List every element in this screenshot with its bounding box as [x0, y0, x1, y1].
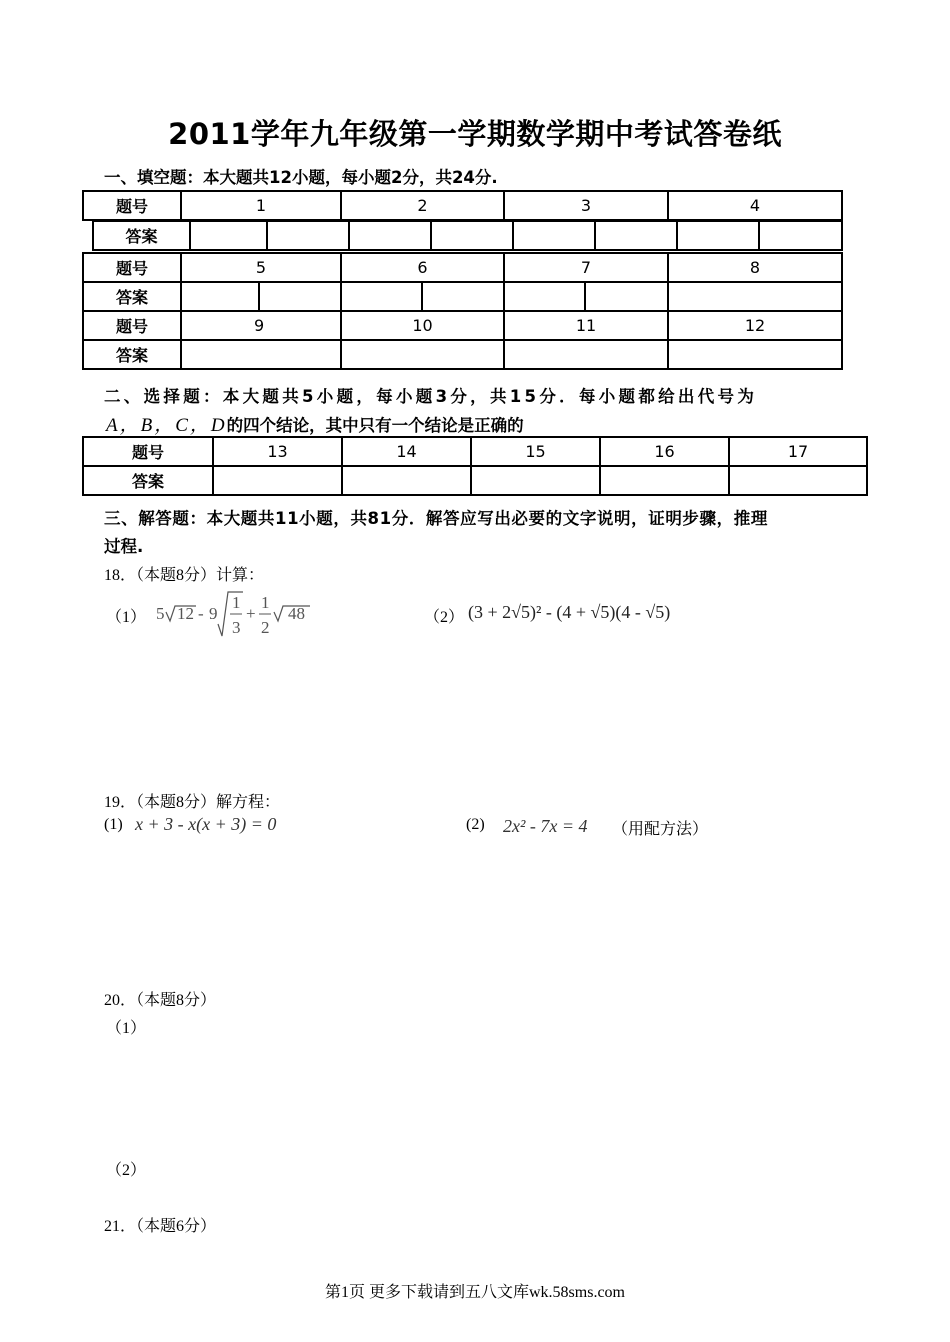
answer-cell[interactable]: [585, 282, 668, 311]
answer-cell[interactable]: [431, 221, 513, 250]
daan-label: 答案: [83, 282, 181, 311]
question-number: 12: [668, 311, 842, 340]
question-number: 16: [600, 437, 729, 466]
question-number: 7: [504, 253, 668, 282]
tihao-label: 题号: [83, 311, 181, 340]
q18-part1-expression: [152, 588, 322, 644]
answer-cell[interactable]: [342, 466, 471, 495]
section-1-heading: 一、填空题：本大题共12小题，每小题2分，共24分.: [104, 168, 498, 187]
q20-part2-label: （2）: [106, 1162, 147, 1179]
answer-cell[interactable]: [595, 221, 677, 250]
answer-cell[interactable]: [668, 340, 842, 369]
q19-part2-label: (2): [466, 816, 485, 833]
answer-cell[interactable]: [600, 466, 729, 495]
daan-label: 答案: [93, 221, 190, 250]
answer-cell[interactable]: [213, 466, 342, 495]
question-number: 17: [729, 437, 867, 466]
tihao-label: 题号: [83, 253, 181, 282]
svg-text:2: 2: [261, 618, 270, 637]
q19-part2-expression: 2x² - 7x = 4: [503, 816, 588, 836]
answer-cell[interactable]: [668, 282, 842, 311]
answer-cell[interactable]: [504, 340, 668, 369]
q19-part1-label: (1): [104, 816, 123, 833]
q21-title: 21．（本题6分）: [104, 1218, 217, 1235]
choice-table: [82, 436, 868, 496]
section-2-line2-text: 的四个结论，其中只有一个结论是正确的: [226, 416, 524, 435]
q18-part2-expression: (3 + 2√5)² - (4 + √5)(4 - √5): [468, 602, 671, 622]
answer-cell[interactable]: [341, 340, 504, 369]
tihao-label: 题号: [83, 437, 213, 466]
answer-cell[interactable]: [677, 221, 759, 250]
page-footer: 第1页 更多下载请到五八文库wk.58sms.com: [324, 1284, 625, 1301]
question-number: 2: [341, 191, 504, 220]
svg-text:-: -: [198, 604, 204, 623]
q18-part2-label: （2）: [424, 609, 465, 626]
page-title: 2011学年九年级第一学期数学期中考试答卷纸: [168, 117, 782, 151]
answer-cell[interactable]: [422, 282, 504, 311]
question-number: 9: [181, 311, 341, 340]
svg-text:9: 9: [209, 604, 218, 623]
question-number: 10: [341, 311, 504, 340]
section-3-heading-line2: 过程.: [104, 537, 144, 556]
svg-text:12: 12: [177, 604, 194, 623]
question-number: 8: [668, 253, 842, 282]
q18-part1-label: （1）: [106, 609, 147, 626]
question-number: 3: [504, 191, 668, 220]
svg-text:5: 5: [156, 604, 165, 623]
fill-table-header-1: [82, 190, 843, 221]
svg-text:+: +: [246, 604, 256, 623]
svg-text:1: 1: [261, 593, 270, 612]
question-number: 13: [213, 437, 342, 466]
answer-cell[interactable]: [259, 282, 341, 311]
svg-text:1: 1: [232, 593, 241, 612]
choice-letters: A，B，C，D: [106, 415, 227, 436]
answer-cell[interactable]: [729, 466, 867, 495]
q20-part1-label: （1）: [106, 1020, 147, 1037]
q19-part2-note: （用配方法）: [612, 821, 709, 838]
question-number: 1: [181, 191, 341, 220]
answer-cell[interactable]: [190, 221, 267, 250]
q19-part1-expression: x + 3 - x(x + 3) = 0: [135, 814, 277, 834]
question-number: 15: [471, 437, 600, 466]
question-number: 5: [181, 253, 341, 282]
svg-text:3: 3: [232, 618, 241, 637]
question-number: 14: [342, 437, 471, 466]
answer-cell[interactable]: [471, 466, 600, 495]
daan-label: 答案: [83, 340, 181, 369]
answer-cell[interactable]: [759, 221, 842, 250]
fill-table-answers-1: [92, 220, 843, 251]
q20-title: 20．（本题8分）: [104, 992, 217, 1009]
daan-label: 答案: [83, 466, 213, 495]
q19-title: 19．（本题8分）解方程：: [104, 794, 281, 811]
answer-cell[interactable]: [267, 221, 349, 250]
answer-cell[interactable]: [349, 221, 431, 250]
section-2-heading-line2: [106, 410, 524, 437]
question-number: 11: [504, 311, 668, 340]
answer-cell[interactable]: [341, 282, 422, 311]
q18-title: 18．（本题8分）计算：: [104, 567, 265, 584]
answer-cell[interactable]: [181, 282, 259, 311]
tihao-label: 题号: [83, 191, 181, 220]
svg-text:48: 48: [288, 604, 305, 623]
section-3-heading: 三、解答题：本大题共11小题，共81分．解答应写出必要的文字说明，证明步骤，推理: [104, 509, 768, 528]
answer-cell[interactable]: [181, 340, 341, 369]
answer-cell[interactable]: [504, 282, 585, 311]
question-number: 4: [668, 191, 842, 220]
fill-table-lower: [82, 252, 843, 370]
question-number: 6: [341, 253, 504, 282]
answer-cell[interactable]: [513, 221, 595, 250]
section-2-heading: 二、选择题：本大题共5小题，每小题3分，共15分．每小题都给出代号为: [104, 387, 758, 406]
